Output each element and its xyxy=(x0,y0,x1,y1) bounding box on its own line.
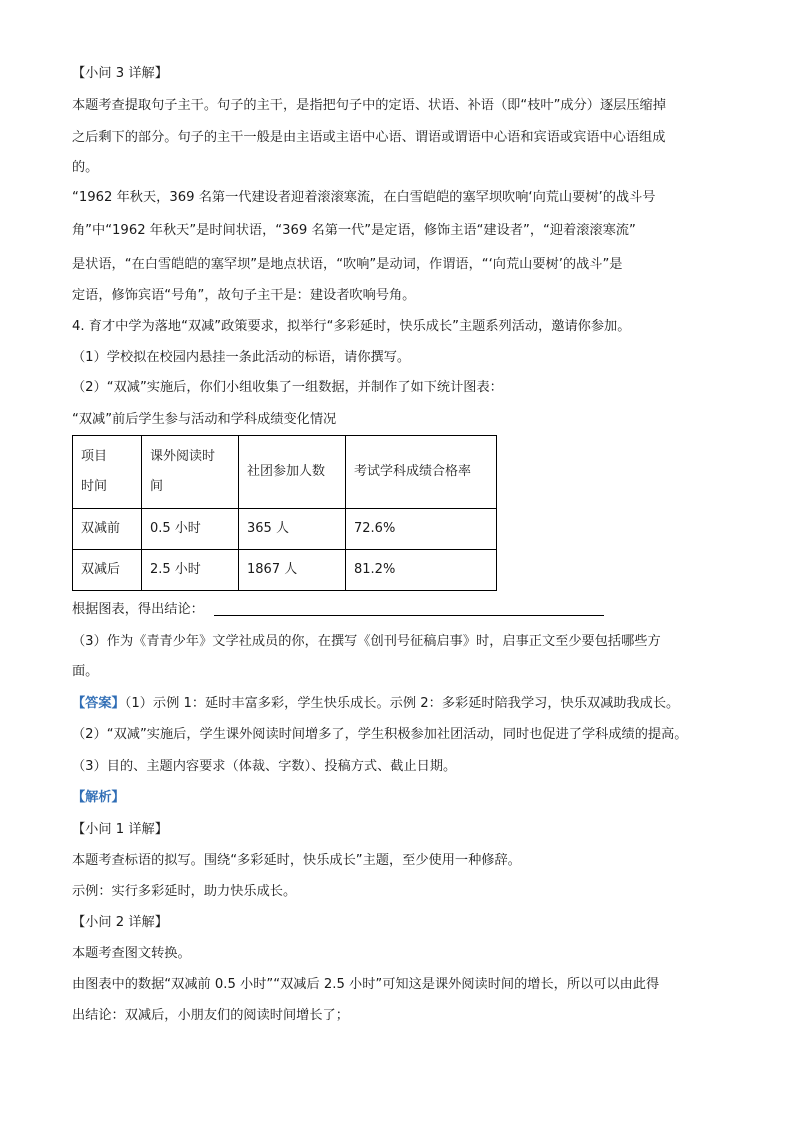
answer-blank-line xyxy=(214,614,604,616)
header-cell-pass-rate: 考试学科成绩合格率 xyxy=(346,436,497,509)
header-cell-club-count: 社团参加人数 xyxy=(239,436,346,509)
paragraph-line: 本题考查图文转换。 xyxy=(72,946,191,961)
answer-line-1: 【答案】（1）示例 1：延时丰富多彩，学生快乐成长。示例 2：多彩延时陪我学习，快乐双减助我成长。 xyxy=(72,696,680,711)
table-cell: 1867 人 xyxy=(239,550,346,591)
section-heading: 【小问 1 详解】 xyxy=(72,822,168,837)
paragraph-line: 出结论：双减后，小朋友们的阅读时间增长了； xyxy=(72,1008,349,1023)
question-4-3: （3）作为《青青少年》文学社成员的你，在撰写《创刊号征稿启事》时，启事正文至少要包括哪些方 xyxy=(72,634,661,649)
table-cell: 72.6% xyxy=(346,509,497,550)
header-cell-item-time: 项目 时间 xyxy=(73,436,142,509)
table-cell: 365 人 xyxy=(239,509,346,550)
table-cell: 2.5 小时 xyxy=(142,550,239,591)
table-header-row xyxy=(73,436,497,509)
table-row xyxy=(73,550,497,591)
section-heading: 【小问 3 详解】 xyxy=(72,66,168,81)
table-cell: 81.2% xyxy=(346,550,497,591)
paragraph-line: 角”中“1962 年秋天”是时间状语，“369 名第一代”是定语，修饰主语“建设者”，“迎着滚滚寒流” xyxy=(72,223,636,238)
table-cell: 0.5 小时 xyxy=(142,509,239,550)
section-heading: 【小问 2 详解】 xyxy=(72,915,168,930)
table-caption: “双减”前后学生参与活动和学科成绩变化情况 xyxy=(72,412,337,427)
paragraph-line: 之后剩下的部分。句子的主干一般是由主语或主语中心语、谓语或谓语中心语和宾语或宾语中心语组成 xyxy=(72,130,666,145)
table-cell: 双减后 xyxy=(73,550,142,591)
paragraph-line: 由图表中的数据“双减前 0.5 小时”“双减后 2.5 小时”可知这是课外阅读时间的增长，所以可以由此得 xyxy=(72,977,660,992)
paragraph-line: 本题考查提取句子主干。句子的主干，是指把句子中的定语、状语、补语（即“枝叶”成分）逐层压缩掉 xyxy=(72,98,666,113)
paragraph-line: 本题考查标语的拟写。围绕“多彩延时，快乐成长”主题，至少使用一种修辞。 xyxy=(72,853,521,868)
answer-tag: 【答案】 xyxy=(72,696,125,711)
conclusion-prompt: 根据图表，得出结论： xyxy=(72,602,204,617)
paragraph-line: 的。 xyxy=(72,160,99,175)
analysis-tag: 【解析】 xyxy=(72,790,125,805)
paragraph-line: 示例：实行多彩延时，助力快乐成长。 xyxy=(72,884,297,899)
paragraph-line: 面。 xyxy=(72,664,99,679)
table-cell: 双减前 xyxy=(73,509,142,550)
question-4-1: （1）学校拟在校园内悬挂一条此活动的标语，请你撰写。 xyxy=(72,350,411,365)
paragraph-line: “1962 年秋天，369 名第一代建设者迎着滚滚寒流，在白雪皑皑的塞罕坝吹响‘向荒山要树’的战斗号 xyxy=(72,190,656,205)
answer-line-3: （3）目的、主题内容要求（体裁、字数）、投稿方式、截止日期。 xyxy=(72,759,457,774)
stats-table xyxy=(72,435,497,591)
question-4-2: （2）“双减”实施后，你们小组收集了一组数据，并制作了如下统计图表： xyxy=(72,380,503,395)
header-cell-reading-time: 课外阅读时 间 xyxy=(142,436,239,509)
paragraph-line: 定语，修饰宾语“号角”，故句子主干是：建设者吹响号角。 xyxy=(72,288,416,303)
question-4: 4. 育才中学为落地“双减”政策要求，拟举行“多彩延时，快乐成长”主题系列活动，邀请你参加。 xyxy=(72,319,631,334)
table-row xyxy=(73,509,497,550)
paragraph-line: 是状语，“在白雪皑皑的塞罕坝”是地点状语，“吹响”是动词，作谓语，“‘向荒山要树’的战斗”是 xyxy=(72,257,623,272)
answer-line-2: （2）“双减”实施后，学生课外阅读时间增多了，学生积极参加社团活动，同时也促进了学科成绩的提高。 xyxy=(72,727,688,742)
